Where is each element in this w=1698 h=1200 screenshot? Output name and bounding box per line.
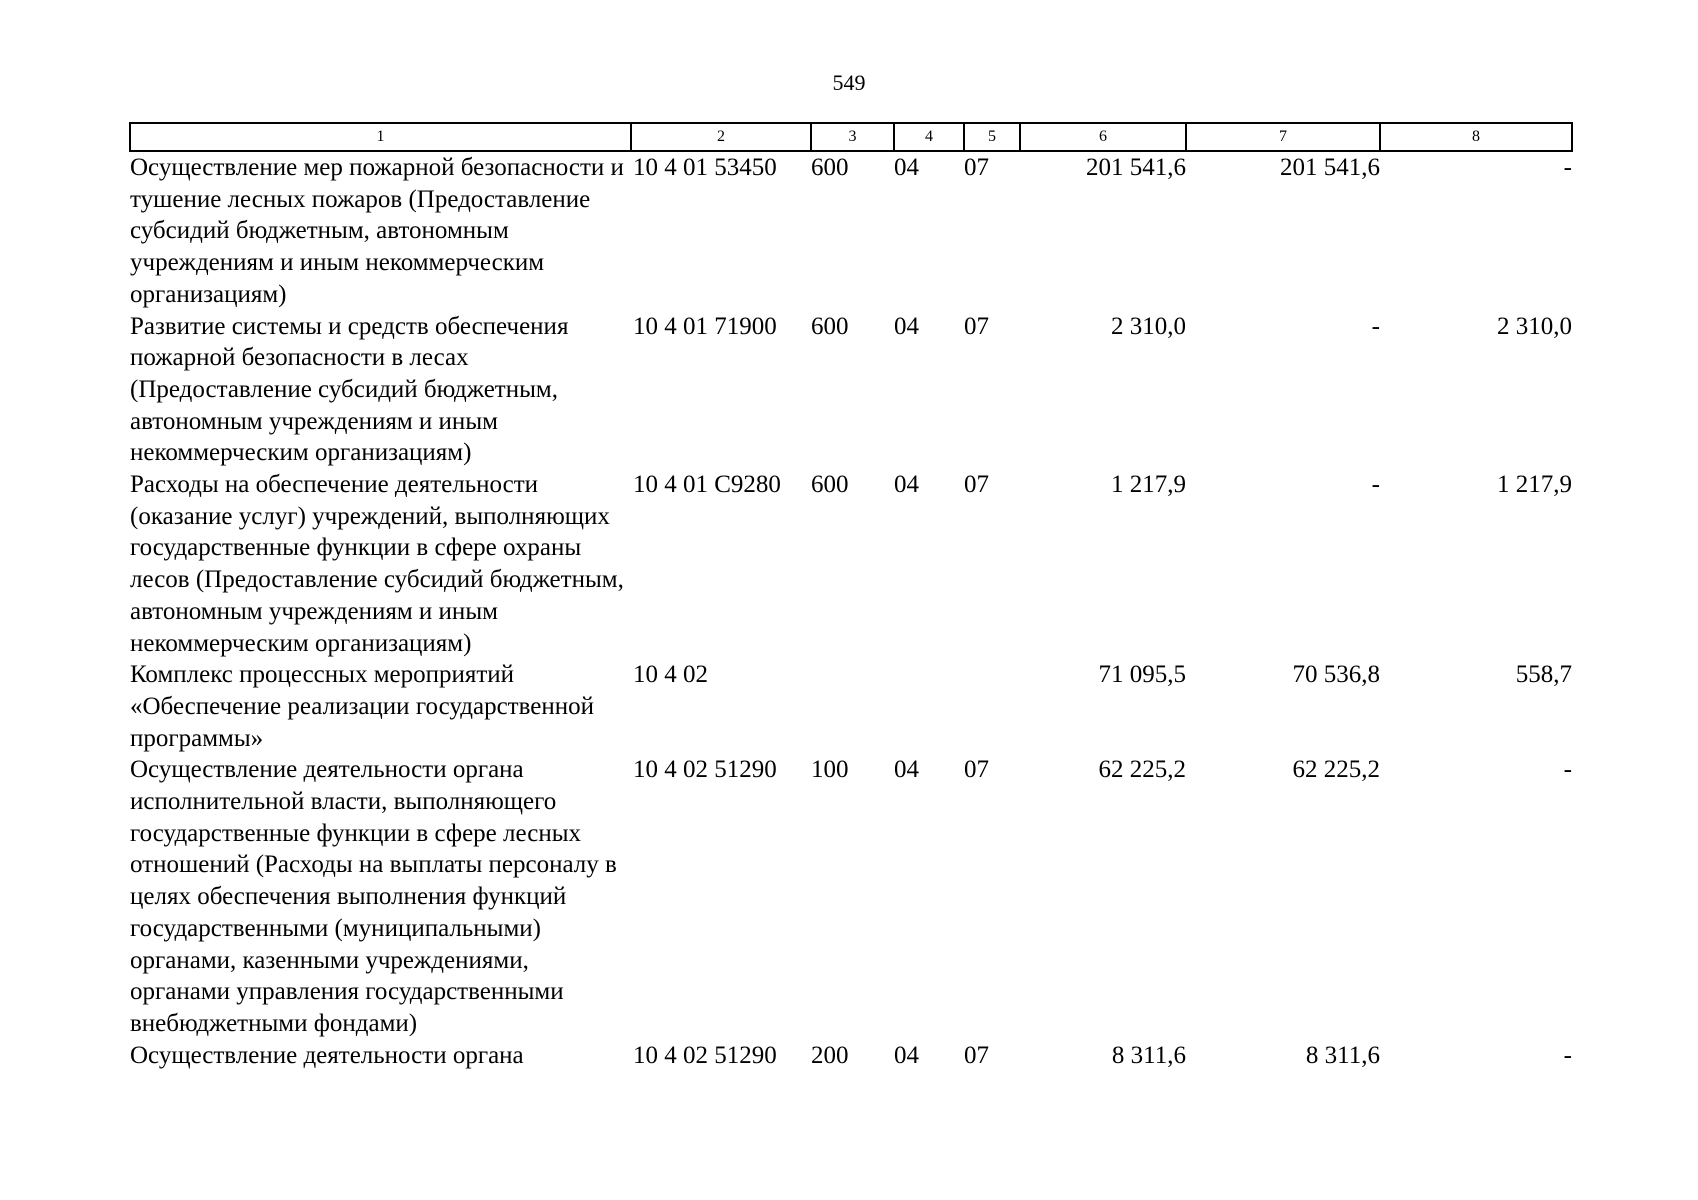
row-vr-cell: 600	[811, 471, 849, 499]
table-row	[130, 311, 1572, 470]
row-total-cell: 8 311,6	[1111, 1041, 1186, 1069]
table-row	[130, 469, 1572, 659]
row-vr-cell: 200	[811, 1041, 849, 1069]
page-number: 549	[832, 70, 866, 95]
row-regional-cell: 558,7	[1515, 661, 1572, 689]
table-row	[130, 754, 1572, 1039]
row-rz-cell: 04	[894, 471, 919, 499]
header-col-5: 5	[964, 123, 1020, 151]
row-pr-cell: 07	[964, 756, 989, 784]
row-pr-cell: 07	[964, 471, 989, 499]
header-col-8: 8	[1380, 123, 1572, 151]
row-federal-cell: -	[1371, 471, 1380, 499]
table-row	[130, 1040, 1572, 1072]
table-row	[130, 151, 1572, 311]
row-rz-cell: 04	[894, 756, 919, 784]
row-csr-cell: 10 4 02 51290	[633, 756, 777, 784]
row-pr-cell: 07	[964, 312, 989, 340]
row-rz-cell: 04	[894, 312, 919, 340]
row-rz-cell: 04	[894, 1041, 919, 1069]
row-vr-cell	[811, 659, 894, 754]
row-total-cell: 62 225,2	[1098, 756, 1186, 784]
row-rz-cell: 04	[894, 154, 919, 181]
row-csr-cell: 10 4 01 53450	[633, 154, 777, 181]
row-total-cell: 71 095,5	[1098, 661, 1186, 689]
row-name-cell: Осуществление мер пожарной безопасности и тушение лесных пожаров (Предоставление субсидий бюджетным, автономным учреждениям и иным некоммерческим организациям)	[130, 154, 624, 308]
table-row	[130, 659, 1572, 754]
row-pr-cell: 07	[964, 154, 989, 181]
row-name-cell: Развитие системы и средств обеспечения пожарной безопасности в лесах (Предоставление субсидий бюджетным, автономным учреждениям и иным некоммерческим организациям)	[130, 312, 569, 467]
header-col-6: 6	[1020, 123, 1186, 151]
header-col-7: 7	[1186, 123, 1380, 151]
header-row	[130, 123, 1572, 151]
header-col-2: 2	[631, 123, 811, 151]
row-federal-cell: 62 225,2	[1292, 756, 1380, 784]
row-rz-cell	[894, 659, 964, 754]
row-regional-cell: 2 310,0	[1497, 312, 1572, 340]
row-pr-cell	[964, 659, 1020, 754]
row-total-cell: 201 541,6	[1086, 154, 1186, 181]
row-csr-cell: 10 4 01 71900	[633, 312, 777, 340]
header-col-1: 1	[130, 123, 631, 151]
row-pr-cell: 07	[964, 1041, 989, 1069]
row-regional-cell: -	[1563, 154, 1572, 181]
row-total-cell: 2 310,0	[1111, 312, 1186, 340]
row-vr-cell: 100	[811, 756, 849, 784]
header-col-3: 3	[811, 123, 894, 151]
header-col-4: 4	[894, 123, 964, 151]
row-name-cell: Осуществление деятельности органа	[130, 1041, 524, 1069]
row-csr-cell: 10 4 02 51290	[633, 1041, 777, 1069]
budget-table	[129, 122, 1573, 1071]
row-federal-cell: 201 541,6	[1280, 154, 1380, 181]
row-name-cell: Расходы на обеспечение деятельности (оказание услуг) учреждений, выполняющих государственные функции в сфере охраны лесов (Предоставление субсидий бюджетным, автономным учреждениям и иным некоммерческим организациям)	[130, 471, 624, 657]
row-federal-cell: 8 311,6	[1305, 1041, 1380, 1069]
row-federal-cell: -	[1371, 312, 1380, 340]
row-regional-cell: -	[1563, 1041, 1572, 1069]
row-vr-cell: 600	[811, 312, 849, 340]
row-regional-cell: 1 217,9	[1497, 471, 1572, 499]
row-name-cell: Осуществление деятельности органа исполнительной власти, выполняющего государственные функции в сфере лесных отношений (Расходы на выплаты персоналу в целях обеспечения выполнения функций государственными (муниципальными) органами, казенными учреждениями, органами управления государственными внебюджетными фондами)	[130, 756, 617, 1037]
row-regional-cell: -	[1563, 756, 1572, 784]
row-csr-cell: 10 4 01 С9280	[633, 471, 781, 499]
row-vr-cell: 600	[811, 154, 849, 181]
row-total-cell: 1 217,9	[1111, 471, 1186, 499]
row-federal-cell: 70 536,8	[1292, 661, 1380, 689]
row-csr-cell: 10 4 02	[633, 661, 708, 689]
row-name-cell: Комплекс процессных мероприятий «Обеспечение реализации государственной программы»	[130, 661, 594, 752]
